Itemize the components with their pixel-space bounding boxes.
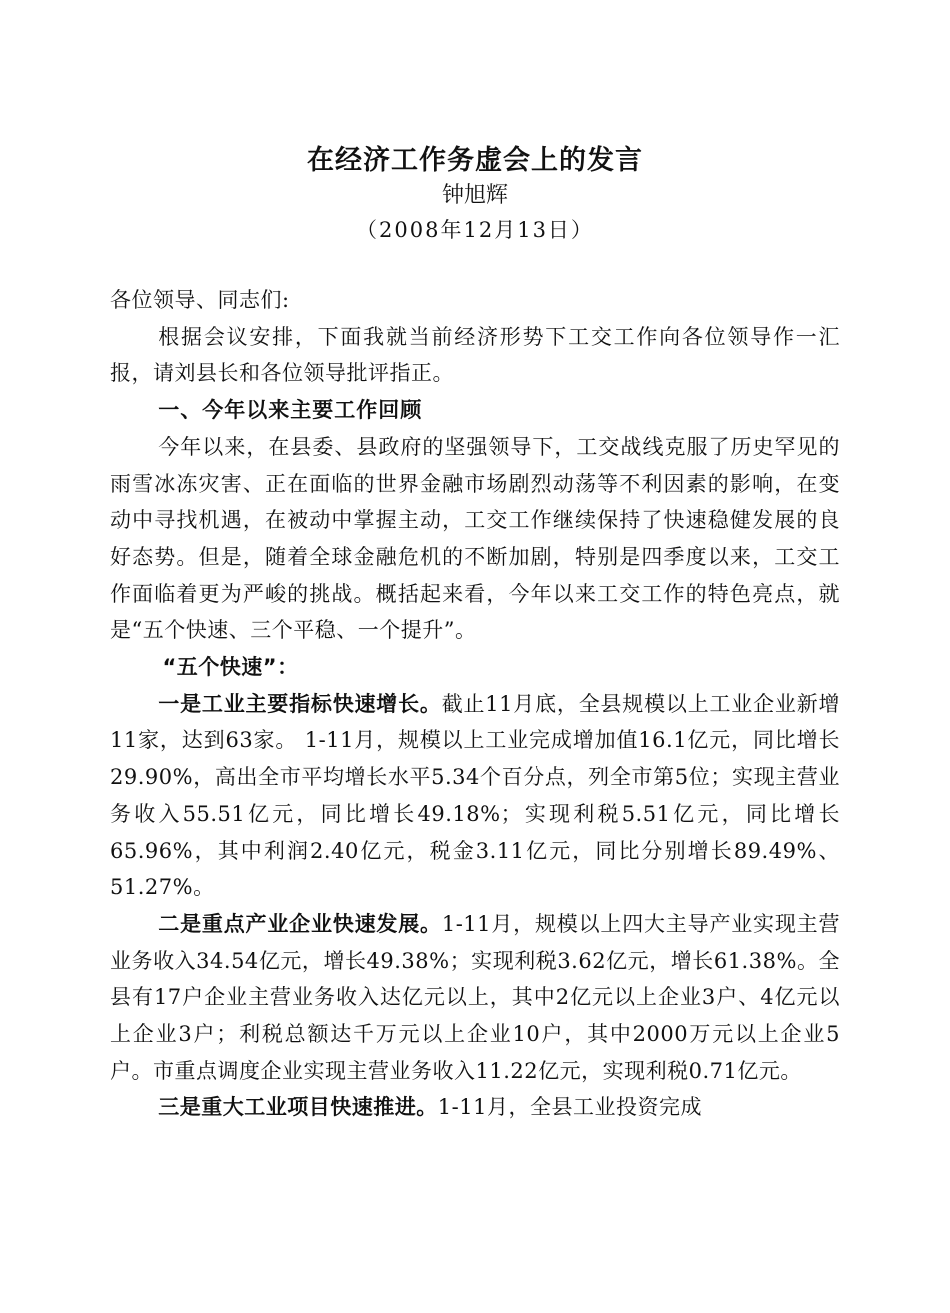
point-paragraph-2	[110, 906, 840, 1090]
section-paragraph: 今年以来，在县委、县政府的坚强领导下，工交战线克服了历史罕见的雨雪冰冻灾害、正在面临的世界金融市场剧烈动荡等不利因素的影响，在变动中寻找机遇，在被动中掌握主动，工交工作继续保持了快速稳健发展的良好态势。但是，随着全球金融危机的不断加剧，特别是四季度以来，工交工作面临着更为严峻的挑战。概括起来看，今年以来工交工作的特色亮点，就是“五个快速、三个平稳、一个提升”。	[110, 434, 840, 643]
speech-date: （2008年12月13日）	[356, 218, 594, 242]
point-text-1: 截止11月底，全县规模以上工业企业新增11家，达到63家。 1-11月，规模以上工业完成增加值16.1亿元，同比增长29.90%，高出全市平均增长水平5.34个百分点，列全市第5位；实现主营业务收入55.51亿元，同比增长49.18%；实现利税5.51亿元，同比增长65.96%，其中利润2.40亿元，税金3.11亿元，同比分别增长89.49%、51.27%。	[110, 691, 840, 900]
document-body	[110, 282, 840, 1126]
document-title: 在经济工作务虚会上的发言	[307, 145, 643, 176]
section-heading: 一、今年以来主要工作回顾	[158, 398, 423, 423]
point-text-3: 1-11月，全县工业投资完成	[437, 1095, 702, 1120]
intro-paragraph: 根据会议安排，下面我就当前经济形势下工交工作向各位领导作一汇报，请刘县长和各位领导批评指正。	[110, 324, 840, 386]
point-lead-2: 二是重点产业企业快速发展。	[158, 910, 442, 936]
author-name: 钟旭辉	[441, 183, 508, 208]
point-paragraph-3	[110, 1089, 840, 1126]
salutation: 各位领导、同志们:	[110, 288, 290, 312]
point-lead-3: 三是重大工业项目快速推进。	[158, 1094, 438, 1120]
subheading: “五个快速”：	[162, 655, 299, 680]
point-paragraph-1	[110, 686, 840, 906]
point-lead-1: 一是工业主要指标快速增长。	[158, 690, 442, 716]
point-text-2: 1-11月，规模以上四大主导产业实现主营业务收入34.54亿元，增长49.38%；实现利税3.62亿元，增长61.38%。全县有17户企业主营业务收入达亿元以上，其中2亿元以上企业3户、4亿元以上企业3户；利税总额达千万元以上企业10户，其中2000万元以上企业5户。市重点调度企业实现主营业务收入11.22亿元，实现利税0.71亿元。	[110, 911, 840, 1083]
